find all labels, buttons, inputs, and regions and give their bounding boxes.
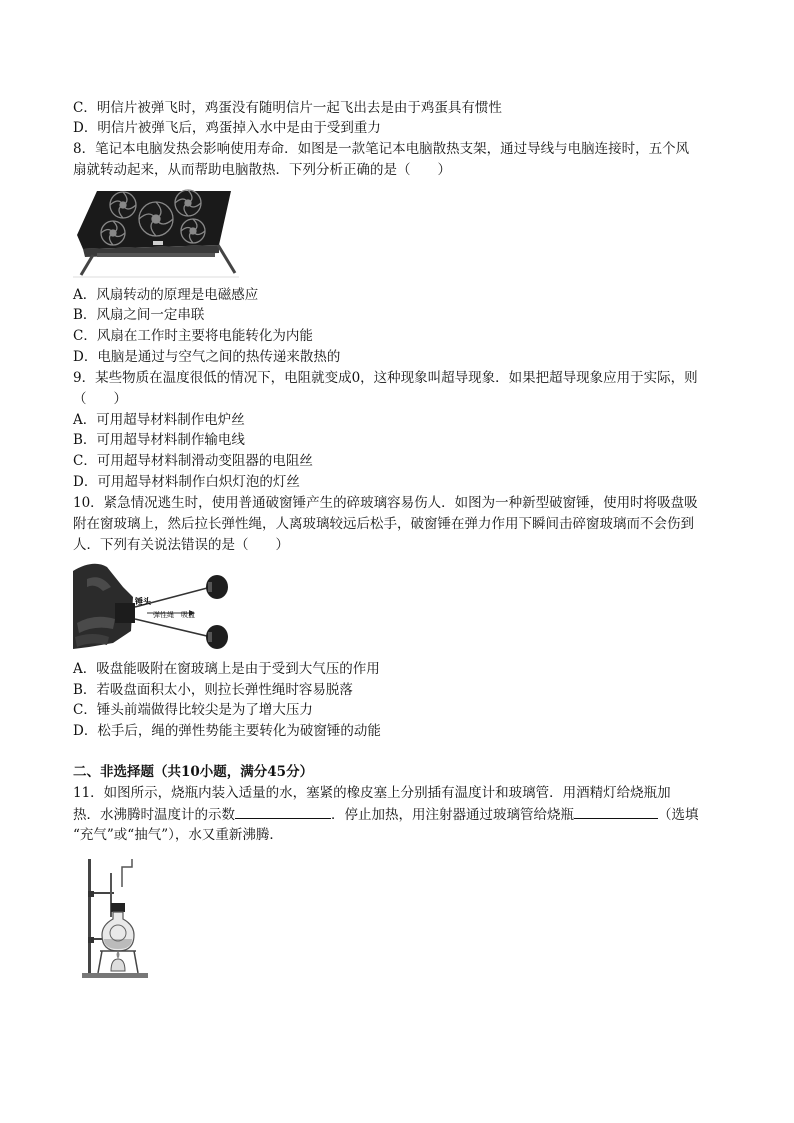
q10-option-c: C．锤头前端做得比较尖是为了增大压力 <box>73 702 313 718</box>
figure-label-hammer: 锤头 <box>135 597 151 606</box>
figure-label-cup: 吸盘 <box>181 611 195 619</box>
q10-option-a: A．吸盘能吸附在窗玻璃上是由于受到大气压的作用 <box>73 661 380 677</box>
section-heading: 二、非选择题（共10小题，满分45分） <box>73 764 314 780</box>
q11-line2-part-c: （选填 <box>658 807 699 823</box>
q10-window-breaker-image <box>73 557 233 654</box>
q10-stem-line2: 附在窗玻璃上，然后拉长弹性绳，人离玻璃较远后松手，破窗锤在弹力作用下瞬间击碎窗玻璃而不会伤到 <box>73 516 694 532</box>
q11-line2 <box>73 804 699 825</box>
q11-answer-blank-1[interactable] <box>235 804 331 819</box>
q10-stem-line3: 人．下列有关说法错误的是（ ） <box>73 537 289 553</box>
q9-option-d: D．可用超导材料制作白炽灯泡的灯丝 <box>73 474 300 490</box>
q8-stem-line1: 8．笔记本电脑发热会影响使用寿命．如图是一款笔记本电脑散热支架，通过导线与电脑连接时，五个风 <box>73 141 690 157</box>
q8-option-b: B．风扇之间一定串联 <box>73 307 205 323</box>
q7-option-d: D．明信片被弹飞后，鸡蛋掉入水中是由于受到重力 <box>73 120 381 136</box>
q11-line2-part-a: 热．水沸腾时温度计的示数 <box>73 807 235 823</box>
q9-stem-line1: 9．某些物质在温度很低的情况下，电阻就变成0，这种现象叫超导现象．如果把超导现象应用于实际，则 <box>73 370 698 386</box>
q10-option-d: D．松手后，绳的弹性势能主要转化为破窗锤的动能 <box>73 723 381 739</box>
q11-boiling-flask-apparatus-image <box>80 853 152 983</box>
q11-line1: 11．如图所示，烧瓶内装入适量的水，塞紧的橡皮塞上分别插有温度计和玻璃管．用酒精灯给烧瓶加 <box>73 785 671 801</box>
q7-option-c: C．明信片被弹飞时，鸡蛋没有随明信片一起飞出去是由于鸡蛋具有惯性 <box>73 100 502 116</box>
q11-answer-blank-2[interactable] <box>574 804 658 819</box>
figure-label-cord: 弹性绳 <box>153 611 174 619</box>
q9-stem-line2: （ ） <box>73 391 127 407</box>
q11-line3: “充气”或“抽气”），水又重新沸腾． <box>73 827 283 843</box>
q11-line2-part-b: ．停止加热，用注射器通过玻璃管给烧瓶 <box>331 807 574 823</box>
q9-option-a: A．可用超导材料制作电炉丝 <box>73 412 245 428</box>
q9-option-b: B．可用超导材料制作输电线 <box>73 432 245 448</box>
q8-option-c: C．风扇在工作时主要将电能转化为内能 <box>73 328 313 344</box>
q8-option-a: A．风扇转动的原理是电磁感应 <box>73 287 259 303</box>
q8-option-d: D．电脑是通过与空气之间的热传递来散热的 <box>73 349 341 365</box>
q10-option-b: B．若吸盘面积太小，则拉长弹性绳时容易脱落 <box>73 682 353 698</box>
q8-laptop-cooling-pad-image <box>73 183 239 278</box>
q8-stem-line2: 扇就转动起来，从而帮助电脑散热．下列分析正确的是（ ） <box>73 162 451 178</box>
q9-option-c: C．可用超导材料制滑动变阻器的电阻丝 <box>73 453 313 469</box>
q10-stem-line1: 10．紧急情况逃生时，使用普通破窗锤产生的碎玻璃容易伤人．如图为一种新型破窗锤，使用时将吸盘吸 <box>73 495 698 511</box>
